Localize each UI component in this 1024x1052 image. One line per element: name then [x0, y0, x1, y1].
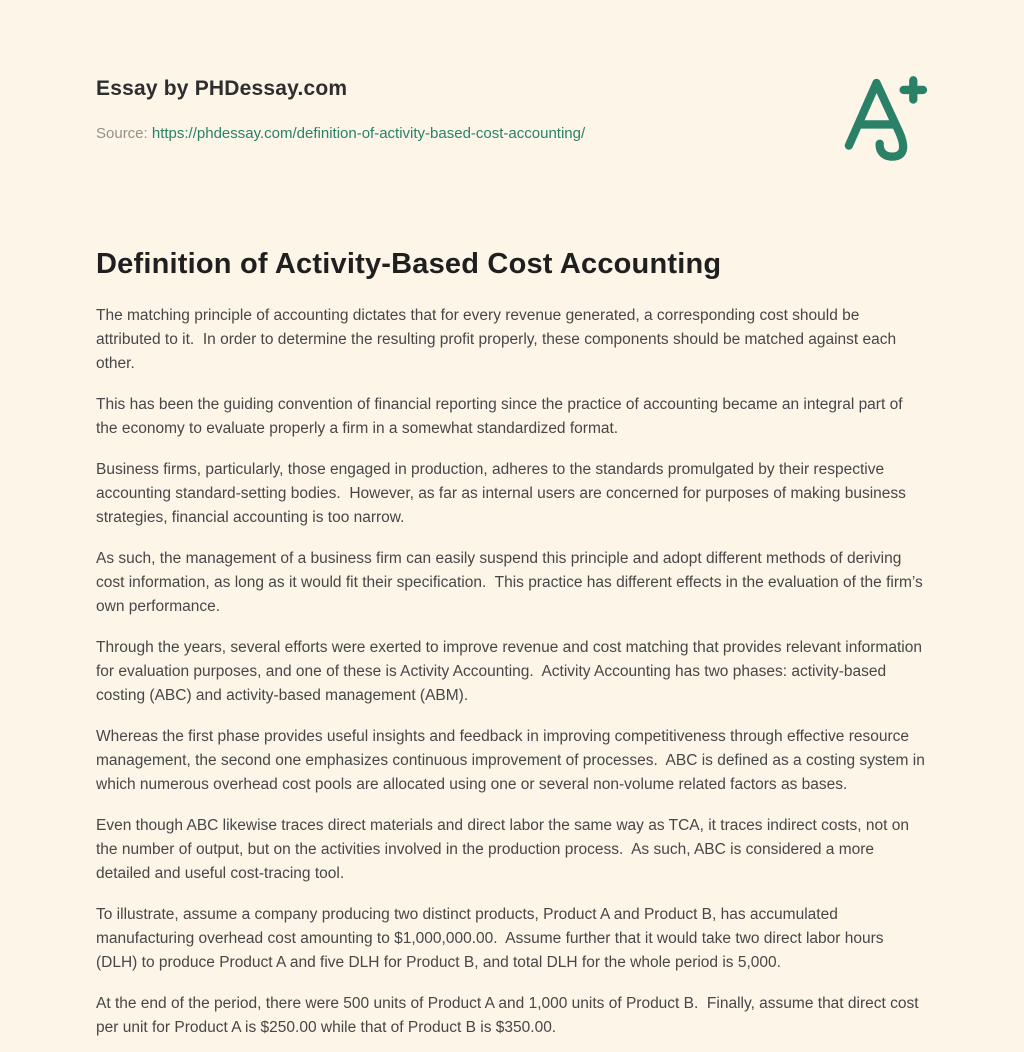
header-text-block: [96, 76, 585, 143]
source-url-link[interactable]: https://phdessay.com/definition-of-activity-based-cost-accounting/: [151, 125, 586, 142]
essay-paragraph: The matching principle of accounting dictates that for every revenue generated, a corresponding cost should be attributed to it. In order to determine the resulting profit properly, these components should be matched against each other.: [96, 307, 901, 372]
page-header: [96, 76, 928, 164]
essay-paragraph: Whereas the first phase provides useful insights and feedback in improving competitiveness through effective resource management, the second one emphasizes continuous improvement of processes. ABC is defined as a costing system in which numerous overhead cost pools are allocated using one or several non-volume related factors as bases.: [96, 728, 930, 793]
phdessay-logo-icon: [836, 72, 928, 164]
essay-paragraph: As such, the management of a business firm can easily suspend this principle and adopt different methods of deriving cost information, as long as it would fit their specification. This practice has different effects in the evaluation of the firm’s own performance.: [96, 550, 928, 615]
byline: Essay by PHDessay.com: [96, 77, 348, 100]
essay-body: [96, 246, 928, 1040]
essay-paragraph: Even though ABC likewise traces direct materials and direct labor the same way as TCA, it traces indirect costs, not on the number of output, but on the activities involved in the production process. As such, ABC is considered a more detailed and useful cost-tracing tool.: [96, 817, 914, 882]
page-title: Definition of Activity-Based Cost Accounting: [96, 248, 722, 280]
essay-paragraph: To illustrate, assume a company producing two distinct products, Product A and Product B, has accumulated manufacturing overhead cost amounting to $1,000,000.00. Assume further that it would take two direct labor hours (DLH) to produce Product A and five DLH for Product B, and total DLH for the whole period is 5,000.: [96, 906, 888, 971]
source-line: [96, 125, 585, 143]
essay-paragraph: This has been the guiding convention of financial reporting since the practice of accounting became an integral part of the economy to evaluate properly a firm in a somewhat standardized format.: [96, 396, 907, 437]
source-label: Source:: [96, 125, 152, 142]
essay-paragraph: Business firms, particularly, those engaged in production, adheres to the standards promulgated by their respective accounting standard-setting bodies. However, as far as internal users are concerned for purposes of making business strategies, financial accounting is too narrow.: [96, 461, 911, 526]
essay-paragraph: At the end of the period, there were 500 units of Product A and 1,000 units of Product B. Finally, assume that direct cost per unit for Product A is $250.00 while that of Product B is $350.00.: [96, 995, 923, 1036]
essay-paragraph: Through the years, several efforts were exerted to improve revenue and cost matching that provides relevant information for evaluation purposes, and one of these is Activity Accounting. Activity Accounting has two phases: activity-based costing (ABC) and activity-based management (ABM).: [96, 639, 927, 704]
